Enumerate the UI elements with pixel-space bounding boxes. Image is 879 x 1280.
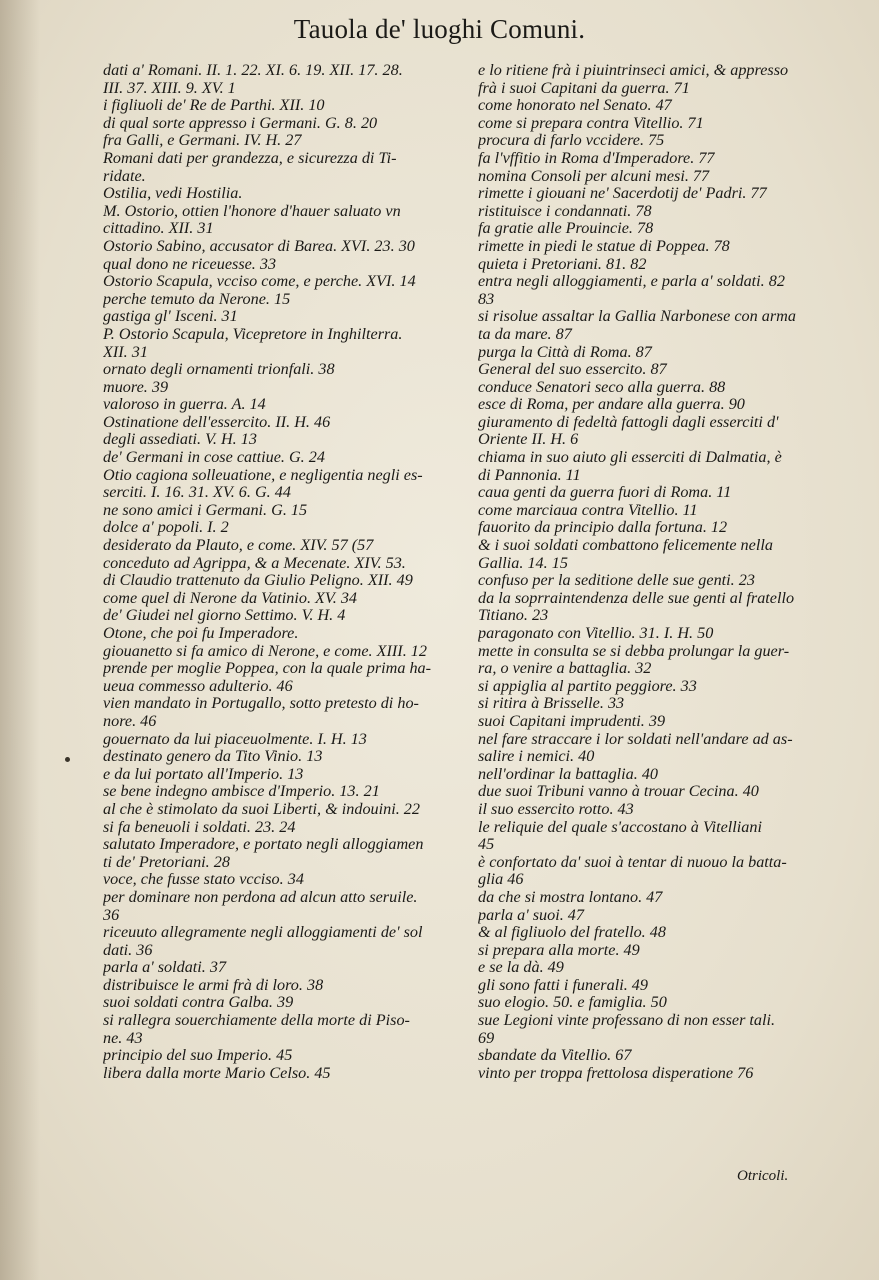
index-entry: suoi Capitani imprudenti. 39 xyxy=(478,712,666,730)
index-entry: procura di farlo vccidere. 75 xyxy=(478,132,665,150)
index-entry: XII. 31 xyxy=(103,343,148,361)
index-entry: 83 xyxy=(478,290,495,308)
index-entry: parla a' suoi. 47 xyxy=(478,906,584,924)
index-entry: voce, che fusse stato vcciso. 34 xyxy=(103,871,304,889)
index-entry: & i suoi soldati combattono felicemente nella xyxy=(478,537,773,555)
index-entry: gli sono fatti i funerali. 49 xyxy=(478,976,648,994)
index-entry: ornato degli ornamenti trionfali. 38 xyxy=(103,361,335,379)
index-entry: le reliquie del quale s'accostano à Vitelliani xyxy=(478,818,762,836)
index-entry: ne sono amici i Germani. G. 15 xyxy=(103,501,308,519)
index-entry: purga la Città di Roma. 87 xyxy=(478,343,652,361)
index-entry: entra negli alloggiamenti, e parla a' soldati. 82 xyxy=(478,273,785,291)
page-header: Tauola de' luoghi Comuni. xyxy=(293,14,586,44)
index-entry: fra Galli, e Germani. IV. H. 27 xyxy=(103,132,302,150)
index-entry: ne. 43 xyxy=(103,1029,143,1047)
index-entry: come honorato nel Senato. 47 xyxy=(478,97,672,115)
index-entry: si ritira à Brisselle. 33 xyxy=(478,695,625,713)
index-entry: e da lui portato all'Imperio. 13 xyxy=(103,765,304,783)
index-entry: Gallia. 14. 15 xyxy=(478,554,568,572)
index-entry: rimette in piedi le statue di Poppea. 78 xyxy=(478,237,730,255)
index-entry: e se la dà. 49 xyxy=(478,959,564,977)
catchword: Otricoli. xyxy=(737,1168,789,1184)
index-entry: i figliuoli de' Re de Parthi. XII. 10 xyxy=(103,97,325,115)
index-entry: sbandate da Vitellio. 67 xyxy=(478,1047,632,1065)
index-entry: suoi soldati contra Galba. 39 xyxy=(103,994,294,1012)
index-entry: glia 46 xyxy=(478,871,524,889)
index-entry: perche temuto da Nerone. 15 xyxy=(103,290,291,308)
index-entry: chiama in suo aiuto gli esserciti di Dalmatia, è xyxy=(478,449,782,467)
index-entry: ra, o venire a battaglia. 32 xyxy=(478,660,652,678)
index-entry: come marciaua contra Vitellio. 11 xyxy=(478,501,698,519)
index-entry: P. Ostorio Scapula, Vicepretore in Inghilterra. xyxy=(103,325,403,343)
index-entry: vien mandato in Portugallo, sotto pretesto di ho- xyxy=(103,695,419,713)
index-entry: de' Giudei nel giorno Settimo. V. H. 4 xyxy=(103,607,346,625)
index-entry: suo elogio. 50. e famiglia. 50 xyxy=(478,994,667,1012)
index-entry: come si prepara contra Vitellio. 71 xyxy=(478,114,704,132)
index-entry: nel fare straccare i lor soldati nell'andare ad as- xyxy=(478,730,793,748)
index-entry: Oriente II. H. 6 xyxy=(478,431,579,449)
index-entry: Otone, che poi fu Imperadore. xyxy=(103,625,299,642)
index-entry: ti de' Pretoriani. 28 xyxy=(103,853,230,871)
index-entry: ueua commesso adulterio. 46 xyxy=(103,677,293,695)
right-column xyxy=(478,62,830,1082)
index-entry: gastiga gl' Isceni. 31 xyxy=(103,308,238,326)
index-entry: giuramento di fedeltà fattogli dagli esserciti d' xyxy=(478,413,779,431)
index-entry: ta da mare. 87 xyxy=(478,325,572,343)
index-entry: nomina Consoli per alcuni mesi. 77 xyxy=(478,167,710,185)
index-entry: giouanetto si fa amico di Nerone, e come. XIII. 12 xyxy=(103,642,427,660)
index-entry: 69 xyxy=(478,1029,495,1047)
index-entry: & al figliuolo del fratello. 48 xyxy=(478,924,666,942)
index-entry: vinto per troppa frettolosa disperatione 76 xyxy=(478,1064,754,1082)
index-entry: desiderato da Plauto, e come. XIV. 57 (57 xyxy=(103,537,374,555)
index-entry: quieta i Pretoriani. 81. 82 xyxy=(478,255,647,273)
index-entry: da che si mostra lontano. 47 xyxy=(478,888,663,906)
index-entry: frà i suoi Capitani da guerra. 71 xyxy=(478,79,690,97)
index-entry: principio del suo Imperio. 45 xyxy=(103,1047,293,1065)
index-entry: il suo essercito rotto. 43 xyxy=(478,800,634,818)
index-entry: valoroso in guerra. A. 14 xyxy=(103,396,266,414)
index-entry: destinato genero da Tito Vinio. 13 xyxy=(103,748,323,766)
index-entry: ristituisce i condannati. 78 xyxy=(478,202,652,220)
index-entry: Ostorio Sabino, accusator di Barea. XVI. 23. 30 xyxy=(103,237,415,255)
index-entry: confuso per la seditione delle sue genti. 23 xyxy=(478,572,755,590)
index-entry: salire i nemici. 40 xyxy=(478,748,595,766)
index-entry: Ostinatione dell'essercito. II. H. 46 xyxy=(103,413,331,431)
index-entry: dati a' Romani. II. 1. 22. XI. 6. 19. XII. 17. 28. xyxy=(103,62,403,79)
index-entry: dati. 36 xyxy=(103,941,153,959)
left-column xyxy=(103,62,463,1082)
index-entry: riceuuto allegramente negli alloggiamenti de' sol xyxy=(103,924,423,942)
index-entry: Otio cagiona solleuatione, e negligentia negli es- xyxy=(103,466,423,484)
index-entry: cittadino. XII. 31 xyxy=(103,220,214,238)
index-entry: paragonato con Vitellio. 31. I. H. 50 xyxy=(478,625,714,642)
index-entry: Titiano. 23 xyxy=(478,607,549,625)
index-entry: fauorito da principio dalla fortuna. 12 xyxy=(478,519,728,537)
index-entry: de' Germani in cose cattiue. G. 24 xyxy=(103,449,325,467)
index-entry: si fa beneuoli i soldati. 23. 24 xyxy=(103,818,296,836)
index-entry: III. 37. XIII. 9. XV. 1 xyxy=(103,79,236,97)
index-entry: parla a' soldati. 37 xyxy=(103,959,227,977)
index-entry: fa gratie alle Prouincie. 78 xyxy=(478,220,654,238)
index-entry: ridate. xyxy=(103,167,146,185)
index-entry: conduce Senatori seco alla guerra. 88 xyxy=(478,378,726,396)
index-entry: 45 xyxy=(478,836,495,854)
index-entry: muore. 39 xyxy=(103,378,169,396)
index-entry: di qual sorte appresso i Germani. G. 8. 20 xyxy=(103,114,378,132)
index-entry: e lo ritiene frà i piuintrinseci amici, & appresso xyxy=(478,62,789,79)
index-entry: Ostilia, vedi Hostilia. xyxy=(103,185,243,203)
index-entry: General del suo essercito. 87 xyxy=(478,361,667,379)
index-entry: come quel di Nerone da Vatinio. XV. 34 xyxy=(103,589,358,607)
index-entry: prende per moglie Poppea, con la quale prima ha- xyxy=(103,660,432,678)
index-entry: nore. 46 xyxy=(103,712,157,730)
index-entry: sue Legioni vinte professano di non esser tali. xyxy=(478,1012,776,1030)
index-entry: mette in consulta se si debba prolungar la guer- xyxy=(478,642,790,660)
index-entry: due suoi Tribuni vanno à trouar Cecina. 40 xyxy=(478,783,759,801)
binding-shadow xyxy=(0,0,40,1280)
index-entry: distribuisce le armi frà di loro. 38 xyxy=(103,976,324,994)
index-entry: esce di Roma, per andare alla guerra. 90 xyxy=(478,396,745,414)
index-entry: al che è stimolato da suoi Liberti, & indouini. 22 xyxy=(103,800,420,818)
index-entry: salutato Imperadore, e portato negli alloggiamen xyxy=(103,836,424,854)
index-entry: rimette i giouani ne' Sacerdotij de' Padri. 77 xyxy=(478,185,767,203)
index-entry: si risolue assaltar la Gallia Narbonese con arma xyxy=(478,308,796,326)
index-entry: Romani dati per grandezza, e sicurezza di Ti- xyxy=(103,149,397,167)
index-entry: serciti. I. 16. 31. XV. 6. G. 44 xyxy=(103,484,291,502)
index-entry: da la soprraintendenza delle sue genti al fratello xyxy=(478,589,795,607)
index-entry: 36 xyxy=(103,906,120,924)
index-entry: si prepara alla morte. 49 xyxy=(478,941,640,959)
index-entry: si rallegra souerchiamente della morte di Piso- xyxy=(103,1012,410,1030)
index-entry: conceduto ad Agrippa, & a Mecenate. XIV. 53. xyxy=(103,554,406,572)
ink-spot xyxy=(65,757,70,762)
index-entry: è confortato da' suoi à tentar di nuouo la batta- xyxy=(478,853,787,871)
index-entry: se bene indegno ambisce d'Imperio. 13. 21 xyxy=(103,783,380,801)
index-entry: fa l'vffitio in Roma d'Imperadore. 77 xyxy=(478,149,715,167)
index-entry: di Claudio trattenuto da Giulio Peligno. XII. 49 xyxy=(103,572,413,590)
index-entry: nell'ordinar la battaglia. 40 xyxy=(478,765,659,783)
index-entry: di Pannonia. 11 xyxy=(478,466,581,484)
index-entry: si appiglia al partito peggiore. 33 xyxy=(478,677,697,695)
index-entry: M. Ostorio, ottien l'honore d'hauer saluato vn xyxy=(103,202,401,220)
index-entry: caua genti da guerra fuori di Roma. 11 xyxy=(478,484,732,502)
index-entry: libera dalla morte Mario Celso. 45 xyxy=(103,1064,331,1082)
index-entry: degli assediati. V. H. 13 xyxy=(103,431,257,449)
index-entry: per dominare non perdona ad alcun atto seruile. xyxy=(103,888,418,906)
index-entry: qual dono ne riceuesse. 33 xyxy=(103,255,277,273)
index-entry: Ostorio Scapula, vcciso come, e perche. XVI. 14 xyxy=(103,273,416,291)
index-entry: dolce a' popoli. I. 2 xyxy=(103,519,229,537)
index-entry: gouernato da lui piaceuolmente. I. H. 13 xyxy=(103,730,367,748)
